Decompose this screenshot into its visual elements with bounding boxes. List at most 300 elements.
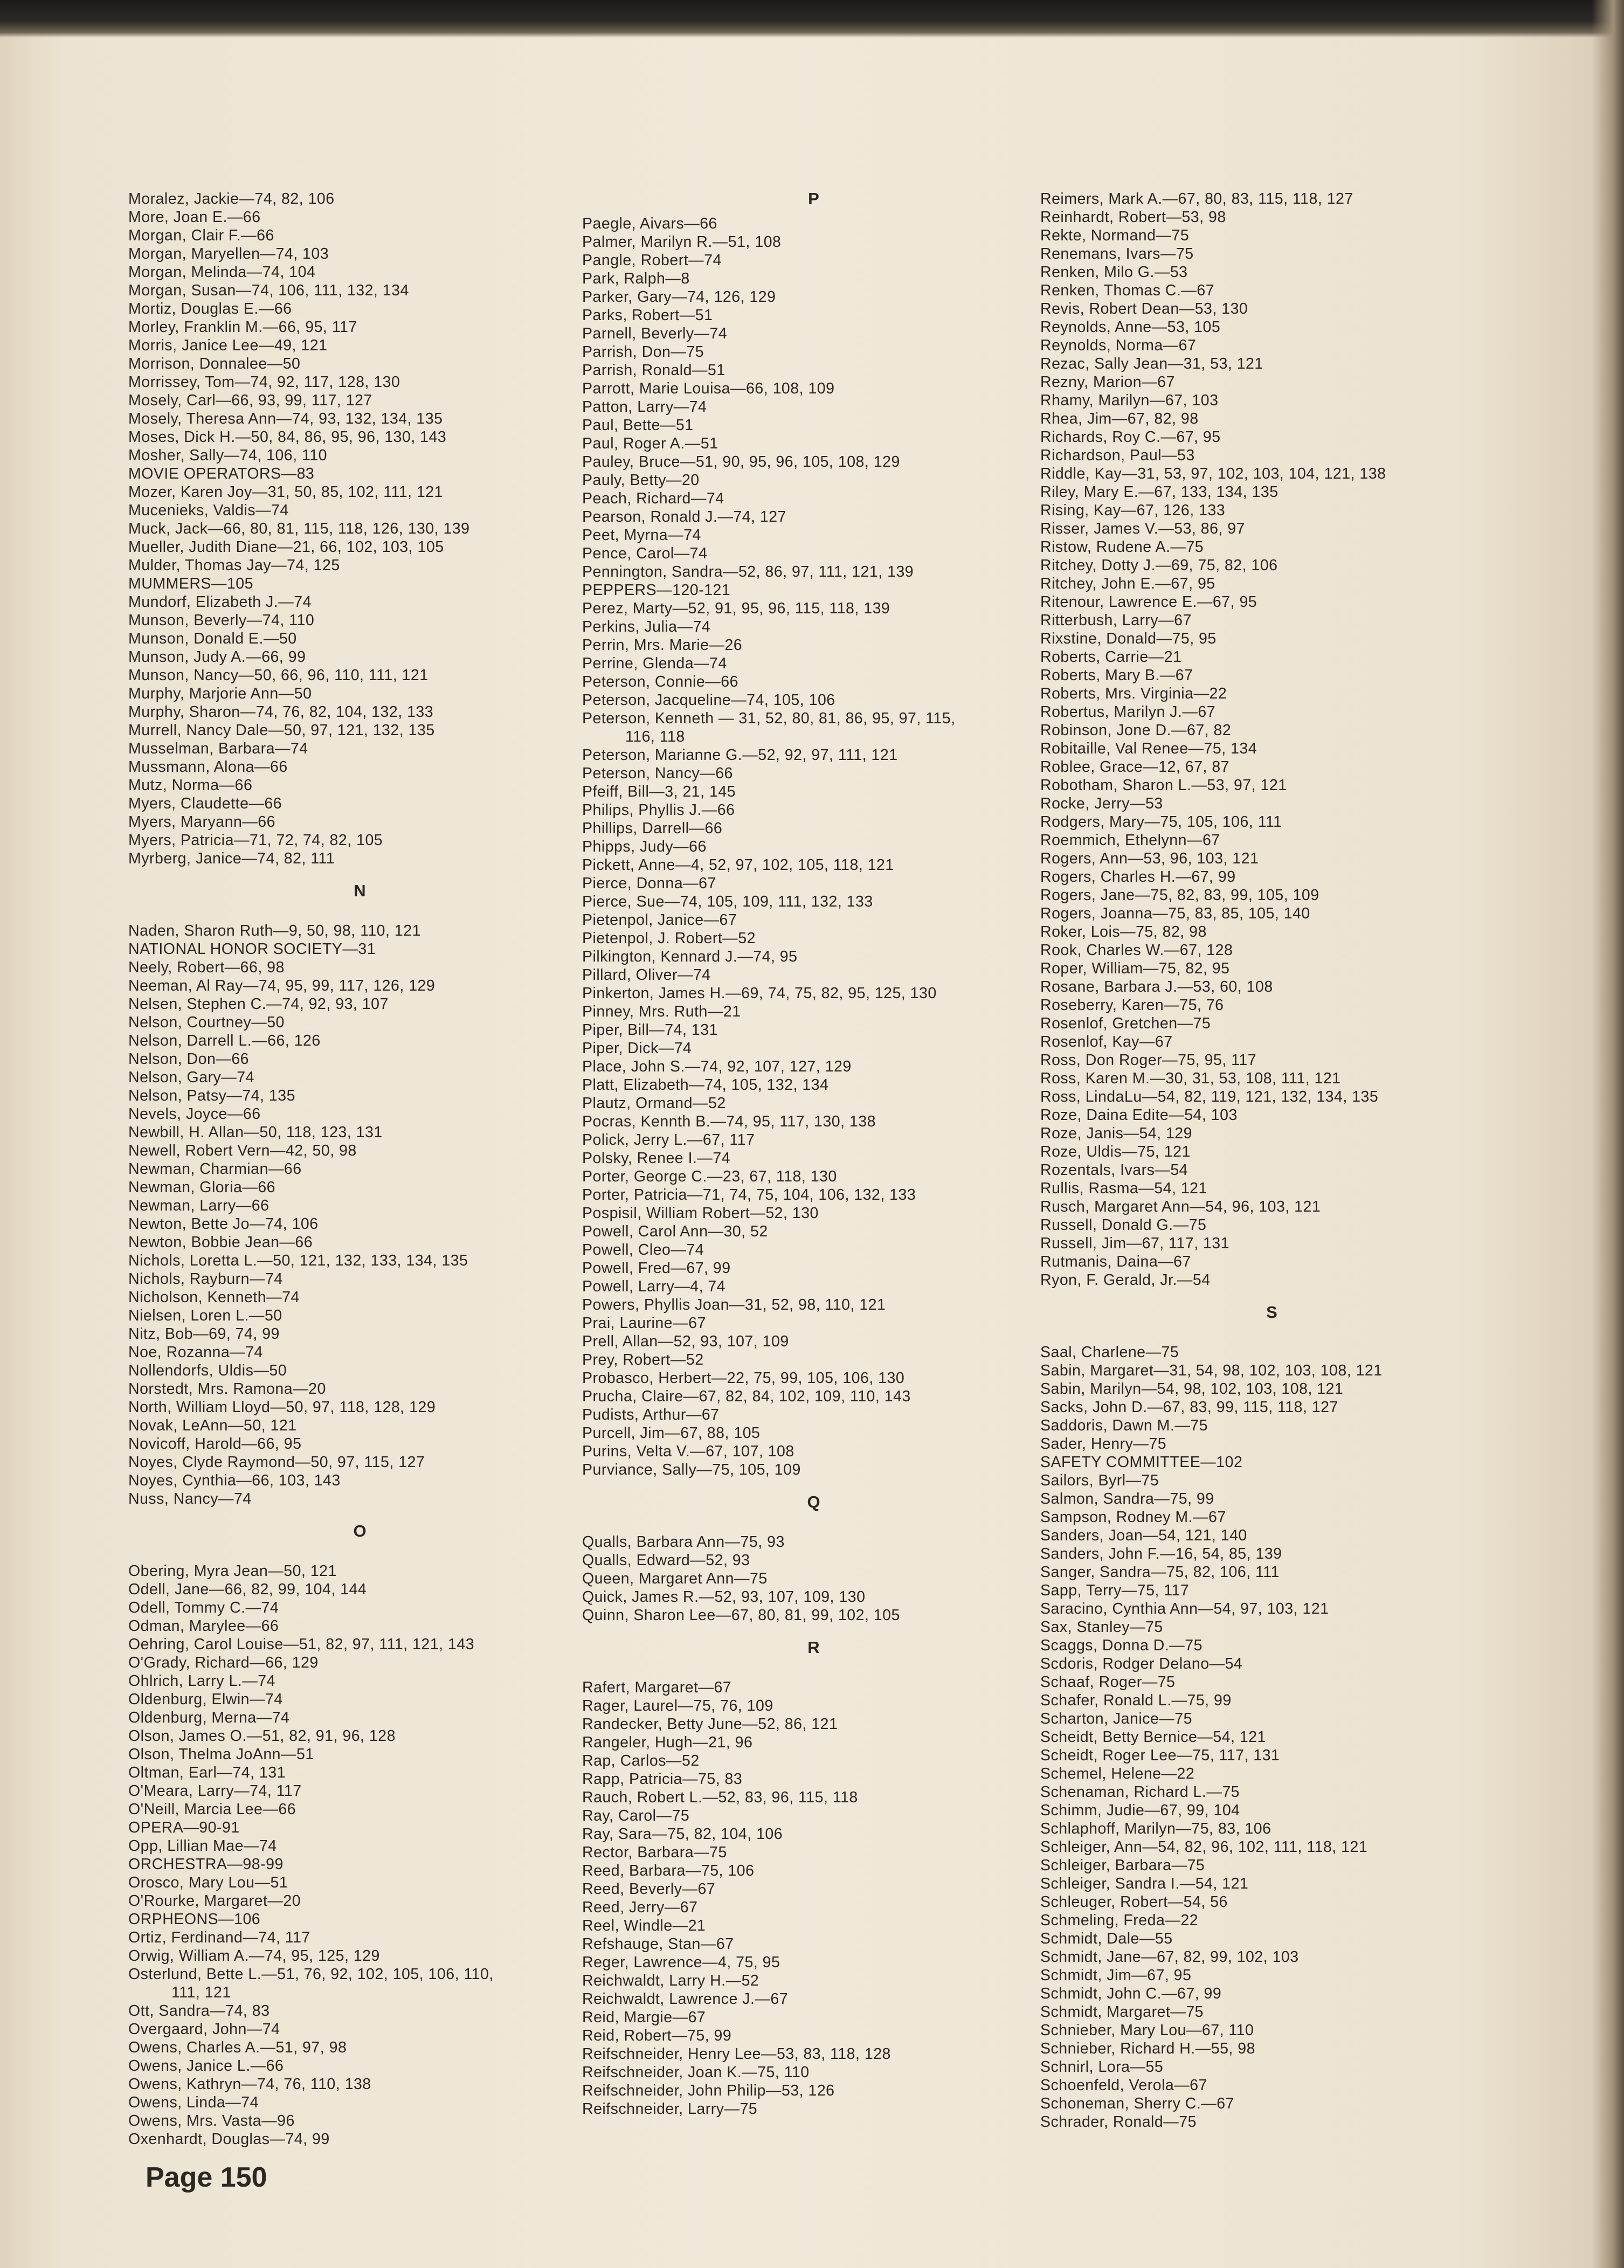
index-entry: Owens, Mrs. Vasta—96 bbox=[128, 2112, 295, 2129]
index-entry: Scdoris, Rodger Delano—54 bbox=[1040, 1655, 1243, 1672]
index-entry: Pietenpol, Janice—67 bbox=[582, 911, 737, 929]
index-entry: Pfeiff, Bill—3, 21, 145 bbox=[582, 783, 736, 800]
index-entry: Rogers, Ann—53, 96, 103, 121 bbox=[1040, 850, 1259, 867]
index-entry: Moralez, Jackie—74, 82, 106 bbox=[128, 190, 335, 208]
index-entry: Scheidt, Betty Bernice—54, 121 bbox=[1040, 1728, 1266, 1746]
index-entry: Murrell, Nancy Dale—50, 97, 121, 132, 135 bbox=[128, 722, 435, 739]
index-entry: Mucenieks, Valdis—74 bbox=[128, 502, 289, 519]
index-entry: Nevels, Joyce—66 bbox=[128, 1105, 261, 1123]
index-entry: Reinhardt, Robert—53, 98 bbox=[1040, 209, 1226, 226]
index-entry: Robotham, Sharon L.—53, 97, 121 bbox=[1040, 777, 1287, 794]
index-entry: Newman, Charmian—66 bbox=[128, 1160, 302, 1178]
index-entry: Parnell, Beverly—74 bbox=[582, 325, 728, 342]
index-entry: Rixstine, Donald—75, 95 bbox=[1040, 630, 1217, 647]
index-entry: Randecker, Betty June—52, 86, 121 bbox=[582, 1716, 838, 1733]
index-entry: Pospisil, William Robert—52, 130 bbox=[582, 1205, 819, 1222]
index-entry: Porter, Patricia—71, 74, 75, 104, 106, 132, 133 bbox=[582, 1186, 916, 1204]
index-entry: Perrin, Mrs. Marie—26 bbox=[582, 637, 743, 654]
index-entry: Rusch, Margaret Ann—54, 96, 103, 121 bbox=[1040, 1198, 1321, 1215]
index-entry: Parrish, Ronald—51 bbox=[582, 362, 725, 379]
index-entry: Oldenburg, Elwin—74 bbox=[128, 1691, 283, 1708]
index-entry: ORPHEONS—106 bbox=[128, 1911, 261, 1928]
index-entry: Schmidt, Margaret—75 bbox=[1040, 2003, 1204, 2021]
index-entry: Owens, Janice L.—66 bbox=[128, 2057, 284, 2075]
index-entry: Mutz, Norma—66 bbox=[128, 777, 253, 794]
index-entry: Purins, Velta V.—67, 107, 108 bbox=[582, 1443, 794, 1460]
index-entry: Odman, Marylee—66 bbox=[128, 1617, 279, 1635]
index-entry: Roberts, Mrs. Virginia—22 bbox=[1040, 685, 1227, 702]
index-entry: Opp, Lillian Mae—74 bbox=[128, 1837, 277, 1855]
index-entry: Place, John S.—74, 92, 107, 127, 129 bbox=[582, 1058, 852, 1075]
index-entry: Orwig, William A.—74, 95, 125, 129 bbox=[128, 1947, 380, 1965]
index-entry: Nelson, Courtney—50 bbox=[128, 1014, 285, 1031]
index-entry: Peterson, Kenneth — 31, 52, 80, 81, 86, 95, 97, 115, bbox=[582, 710, 956, 727]
index-entry-continuation: 111, 121 bbox=[171, 1984, 231, 2001]
index-entry: Rector, Barbara—75 bbox=[582, 1844, 727, 1861]
section-letter-heading: R bbox=[807, 1638, 820, 1657]
index-entry: Morgan, Susan—74, 106, 111, 132, 134 bbox=[128, 282, 409, 299]
index-entry: Perrine, Glenda—74 bbox=[582, 655, 727, 672]
index-entry: Peterson, Nancy—66 bbox=[582, 765, 733, 782]
index-entry: More, Joan E.—66 bbox=[128, 209, 261, 226]
index-entry: Roberts, Carrie—21 bbox=[1040, 648, 1182, 666]
index-entry: Richards, Roy C.—67, 95 bbox=[1040, 428, 1221, 446]
index-entry: Newman, Larry—66 bbox=[128, 1197, 269, 1214]
index-entry: Ross, LindaLu—54, 82, 119, 121, 132, 134, 135 bbox=[1040, 1088, 1379, 1105]
index-entry: Scheidt, Roger Lee—75, 117, 131 bbox=[1040, 1747, 1280, 1764]
index-entry: Nitz, Bob—69, 74, 99 bbox=[128, 1325, 280, 1343]
index-entry: Rogers, Jane—75, 82, 83, 99, 105, 109 bbox=[1040, 887, 1319, 904]
index-entry: Sax, Stanley—75 bbox=[1040, 1619, 1163, 1636]
index-entry: Park, Ralph—8 bbox=[582, 270, 690, 287]
index-entry: Newton, Bette Jo—74, 106 bbox=[128, 1215, 319, 1233]
index-entry: Oltman, Earl—74, 131 bbox=[128, 1764, 286, 1781]
index-entry: Reel, Windle—21 bbox=[582, 1917, 706, 1934]
index-entry: Risser, James V.—53, 86, 97 bbox=[1040, 520, 1245, 537]
index-entry: Olson, James O.—51, 82, 91, 96, 128 bbox=[128, 1727, 396, 1745]
index-entry: Parrott, Marie Louisa—66, 108, 109 bbox=[582, 380, 835, 397]
index-entry: Nelson, Darrell L.—66, 126 bbox=[128, 1032, 321, 1049]
index-entry: Purviance, Sally—75, 105, 109 bbox=[582, 1461, 801, 1478]
index-entry: Nelson, Gary—74 bbox=[128, 1069, 255, 1086]
index-entry: Rezac, Sally Jean—31, 53, 121 bbox=[1040, 355, 1263, 372]
index-entry: Polick, Jerry L.—67, 117 bbox=[582, 1131, 755, 1149]
index-entry: Roze, Daina Edite—54, 103 bbox=[1040, 1107, 1238, 1124]
index-entry: Odell, Jane—66, 82, 99, 104, 144 bbox=[128, 1581, 367, 1598]
index-entry: Rapp, Patricia—75, 83 bbox=[582, 1771, 743, 1788]
index-entry: Schleiger, Sandra I.—54, 121 bbox=[1040, 1875, 1249, 1892]
index-entry: Philips, Phyllis J.—66 bbox=[582, 801, 735, 819]
index-entry: Saddoris, Dawn M.—75 bbox=[1040, 1417, 1208, 1434]
index-entry: Mosely, Theresa Ann—74, 93, 132, 134, 135 bbox=[128, 410, 443, 427]
index-entry: Russell, Jim—67, 117, 131 bbox=[1040, 1235, 1229, 1252]
index-entry: Rafert, Margaret—67 bbox=[582, 1679, 732, 1696]
index-entry: Nicholson, Kenneth—74 bbox=[128, 1289, 300, 1306]
index-entry: Peterson, Marianne G.—52, 92, 97, 111, 121 bbox=[582, 746, 898, 764]
book-binding-edge bbox=[0, 0, 1624, 38]
index-entry: Ritenour, Lawrence E.—67, 95 bbox=[1040, 593, 1257, 611]
section-letter-heading: S bbox=[1266, 1303, 1278, 1322]
index-entry: Palmer, Marilyn R.—51, 108 bbox=[582, 233, 782, 251]
index-entry: North, William Lloyd—50, 97, 118, 128, 129 bbox=[128, 1399, 436, 1416]
index-entry: Mussmann, Alona—66 bbox=[128, 758, 288, 776]
index-entry: Paul, Bette—51 bbox=[582, 417, 694, 434]
index-entry: Roze, Janis—54, 129 bbox=[1040, 1125, 1192, 1142]
index-entry: Ott, Sandra—74, 83 bbox=[128, 2002, 270, 2020]
index-entry: Peach, Richard—74 bbox=[582, 490, 724, 507]
index-entry: Reichwaldt, Lawrence J.—67 bbox=[582, 1990, 789, 2008]
index-entry: Newman, Gloria—66 bbox=[128, 1179, 276, 1196]
index-entry: Musselman, Barbara—74 bbox=[128, 740, 308, 757]
index-entry-continuation: 116, 118 bbox=[625, 728, 685, 745]
index-entry: Peet, Myrna—74 bbox=[582, 527, 701, 544]
index-entry: Reed, Barbara—75, 106 bbox=[582, 1862, 755, 1879]
index-entry: Purcell, Jim—67, 88, 105 bbox=[582, 1425, 761, 1442]
index-entry: Polsky, Renee I.—74 bbox=[582, 1150, 731, 1167]
index-entry: Reifschneider, Henry Lee—53, 83, 118, 128 bbox=[582, 2045, 891, 2063]
section-letter-heading: Q bbox=[807, 1492, 821, 1511]
index-entry: Reynolds, Anne—53, 105 bbox=[1040, 319, 1221, 336]
index-entry: Muck, Jack—66, 80, 81, 115, 118, 126, 130, 139 bbox=[128, 520, 470, 537]
index-entry: Prey, Robert—52 bbox=[582, 1351, 704, 1368]
index-entry: Roblee, Grace—12, 67, 87 bbox=[1040, 758, 1230, 776]
index-entry: Morrissey, Tom—74, 92, 117, 128, 130 bbox=[128, 374, 400, 391]
index-entry: Schafer, Ronald L.—75, 99 bbox=[1040, 1692, 1232, 1709]
index-entry: Scaggs, Donna D.—75 bbox=[1040, 1637, 1203, 1654]
index-entry: Munson, Beverly—74, 110 bbox=[128, 612, 315, 629]
index-entry: O'Neill, Marcia Lee—66 bbox=[128, 1801, 296, 1818]
index-entry: Prell, Allan—52, 93, 107, 109 bbox=[582, 1333, 789, 1350]
index-entry: Reifschneider, Larry—75 bbox=[582, 2100, 758, 2118]
index-entry: Roberts, Mary B.—67 bbox=[1040, 667, 1193, 684]
index-entry: Ritchey, Dotty J.—69, 75, 82, 106 bbox=[1040, 557, 1278, 574]
index-entry: Roseberry, Karen—75, 76 bbox=[1040, 997, 1224, 1014]
index-entry: Queen, Margaret Ann—75 bbox=[582, 1570, 768, 1587]
index-entry: Rekte, Normand—75 bbox=[1040, 227, 1190, 244]
index-entry: Schmidt, Dale—55 bbox=[1040, 1930, 1173, 1947]
index-entry: Rogers, Charles H.—67, 99 bbox=[1040, 868, 1236, 886]
index-entry: Sader, Henry—75 bbox=[1040, 1435, 1167, 1453]
index-entry: Rozentals, Ivars—54 bbox=[1040, 1161, 1188, 1179]
index-entry: Schleiger, Barbara—75 bbox=[1040, 1857, 1205, 1874]
index-entry: Powell, Cleo—74 bbox=[582, 1241, 704, 1259]
index-entry: Piper, Dick—74 bbox=[582, 1040, 692, 1057]
index-entry: Peterson, Connie—66 bbox=[582, 673, 738, 690]
index-entry: Ross, Karen M.—30, 31, 53, 108, 111, 121 bbox=[1040, 1070, 1341, 1087]
index-entry: Revis, Robert Dean—53, 130 bbox=[1040, 300, 1248, 317]
index-entry: Renken, Milo G.—53 bbox=[1040, 264, 1188, 281]
index-entry: Schoneman, Sherry C.—67 bbox=[1040, 2095, 1234, 2112]
index-entry: Riley, Mary E.—67, 133, 134, 135 bbox=[1040, 483, 1279, 501]
index-entry: Obering, Myra Jean—50, 121 bbox=[128, 1562, 337, 1580]
index-entry: Rogers, Joanna—75, 83, 85, 105, 140 bbox=[1040, 905, 1310, 922]
index-entry: Ohlrich, Larry L.—74 bbox=[128, 1672, 275, 1690]
index-entry: Saracino, Cynthia Ann—54, 97, 103, 121 bbox=[1040, 1600, 1329, 1617]
index-entry: Orosco, Mary Lou—51 bbox=[128, 1874, 288, 1891]
index-entry: O'Rourke, Margaret—20 bbox=[128, 1892, 301, 1910]
index-entry: PEPPERS—120-121 bbox=[582, 582, 731, 599]
index-entry: Sabin, Marilyn—54, 98, 102, 103, 108, 121 bbox=[1040, 1380, 1344, 1398]
index-entry: Phipps, Judy—66 bbox=[582, 838, 707, 855]
index-entry: Rauch, Robert L.—52, 83, 96, 115, 118 bbox=[582, 1789, 858, 1806]
index-entry: Reid, Robert—75, 99 bbox=[582, 2027, 732, 2044]
index-entry: Platt, Elizabeth—74, 105, 132, 134 bbox=[582, 1076, 829, 1094]
index-entry: Sacks, John D.—67, 83, 99, 115, 118, 127 bbox=[1040, 1399, 1338, 1416]
index-column-2 bbox=[582, 190, 1046, 2118]
index-entry: Ray, Sara—75, 82, 104, 106 bbox=[582, 1826, 783, 1843]
index-entry: Nelsen, Stephen C.—74, 92, 93, 107 bbox=[128, 995, 389, 1013]
index-entry: Munson, Nancy—50, 66, 96, 110, 111, 121 bbox=[128, 667, 429, 684]
index-entry: Munson, Judy A.—66, 99 bbox=[128, 648, 306, 666]
index-entry: Qualls, Barbara Ann—75, 93 bbox=[582, 1533, 785, 1551]
index-entry: Pillard, Oliver—74 bbox=[582, 966, 711, 984]
page-number: Page 150 bbox=[146, 2162, 267, 2193]
index-entry: Probasco, Herbert—22, 75, 99, 105, 106, 130 bbox=[582, 1370, 905, 1387]
index-entry: Rosenlof, Gretchen—75 bbox=[1040, 1015, 1211, 1032]
index-entry: Reed, Jerry—67 bbox=[582, 1899, 698, 1916]
index-entry: Morgan, Maryellen—74, 103 bbox=[128, 245, 329, 262]
section-letter-heading: P bbox=[808, 189, 820, 208]
index-entry: Morgan, Clair F.—66 bbox=[128, 227, 274, 244]
index-entry: Schoenfeld, Verola—67 bbox=[1040, 2077, 1207, 2094]
index-entry: Oehring, Carol Louise—51, 82, 97, 111, 121, 143 bbox=[128, 1636, 474, 1653]
index-entry: Schenaman, Richard L.—75 bbox=[1040, 1783, 1240, 1801]
index-entry: Norstedt, Mrs. Ramona—20 bbox=[128, 1380, 326, 1398]
index-entry: Schmeling, Freda—22 bbox=[1040, 1912, 1199, 1929]
index-entry: Richardson, Paul—53 bbox=[1040, 447, 1195, 464]
index-entry: Schmidt, John C.—67, 99 bbox=[1040, 1985, 1222, 2002]
index-entry: Mosely, Carl—66, 93, 99, 117, 127 bbox=[128, 392, 372, 409]
index-entry: Mozer, Karen Joy—31, 50, 85, 102, 111, 121 bbox=[128, 483, 443, 501]
index-entry: Oxenhardt, Douglas—74, 99 bbox=[128, 2131, 330, 2148]
index-entry: Riddle, Kay—31, 53, 97, 102, 103, 104, 121, 138 bbox=[1040, 465, 1386, 482]
index-entry: Schleiger, Ann—54, 82, 96, 102, 111, 118, 121 bbox=[1040, 1838, 1368, 1856]
index-entry: Overgaard, John—74 bbox=[128, 2021, 280, 2038]
index-entry: Rosenlof, Kay—67 bbox=[1040, 1033, 1173, 1050]
index-entry: Pence, Carol—74 bbox=[582, 545, 708, 562]
index-entry: Perez, Marty—52, 91, 95, 96, 115, 118, 139 bbox=[582, 600, 890, 617]
index-entry: NATIONAL HONOR SOCIETY—31 bbox=[128, 941, 376, 958]
index-entry: Myers, Claudette—66 bbox=[128, 795, 282, 812]
index-entry: Neely, Robert—66, 98 bbox=[128, 959, 285, 976]
index-entry: Roper, William—75, 82, 95 bbox=[1040, 960, 1230, 977]
index-entry: Robertus, Marilyn J.—67 bbox=[1040, 703, 1216, 721]
index-entry: Pocras, Kennth B.—74, 95, 117, 130, 138 bbox=[582, 1113, 876, 1130]
index-entry: Pauly, Betty—20 bbox=[582, 472, 700, 489]
index-entry: Morley, Franklin M.—66, 95, 117 bbox=[128, 319, 357, 336]
index-entry: Rap, Carlos—52 bbox=[582, 1752, 700, 1769]
page-shadow-edge bbox=[1592, 0, 1624, 2268]
index-entry: Sanders, John F.—16, 54, 85, 139 bbox=[1040, 1545, 1282, 1562]
index-entry: Rodgers, Mary—75, 105, 106, 111 bbox=[1040, 813, 1282, 831]
index-entry: Morris, Janice Lee—49, 121 bbox=[128, 337, 328, 354]
index-entry: Rook, Charles W.—67, 128 bbox=[1040, 942, 1233, 959]
index-entry: Perkins, Julia—74 bbox=[582, 618, 711, 635]
index-entry: Porter, George C.—23, 67, 118, 130 bbox=[582, 1168, 837, 1185]
index-entry: Reimers, Mark A.—67, 80, 83, 115, 118, 127 bbox=[1040, 190, 1353, 208]
index-entry: Qualls, Edward—52, 93 bbox=[582, 1552, 750, 1569]
index-entry: Reid, Margie—67 bbox=[582, 2009, 706, 2026]
index-entry: Pudists, Arthur—67 bbox=[582, 1406, 720, 1423]
index-entry: Oldenburg, Merna—74 bbox=[128, 1709, 290, 1726]
index-entry: Mundorf, Elizabeth J.—74 bbox=[128, 593, 312, 611]
index-entry: Schnieber, Mary Lou—67, 110 bbox=[1040, 2022, 1254, 2039]
index-entry: Naden, Sharon Ruth—9, 50, 98, 110, 121 bbox=[128, 922, 421, 939]
index-entry: Rezny, Marion—67 bbox=[1040, 374, 1175, 391]
index-entry: Pierce, Sue—74, 105, 109, 111, 132, 133 bbox=[582, 893, 873, 910]
index-entry: Munson, Donald E.—50 bbox=[128, 630, 297, 647]
index-entry: Schimm, Judie—67, 99, 104 bbox=[1040, 1802, 1240, 1819]
index-entry: Mulder, Thomas Jay—74, 125 bbox=[128, 557, 340, 574]
index-entry: Quick, James R.—52, 93, 107, 109, 130 bbox=[582, 1588, 866, 1606]
index-entry: SAFETY COMMITTEE—102 bbox=[1040, 1454, 1243, 1471]
index-entry: Schlaphoff, Marilyn—75, 83, 106 bbox=[1040, 1820, 1271, 1837]
index-entry: Owens, Charles A.—51, 97, 98 bbox=[128, 2039, 347, 2056]
index-entry: Rosane, Barbara J.—53, 60, 108 bbox=[1040, 978, 1273, 995]
index-entry: Pilkington, Kennard J.—74, 95 bbox=[582, 948, 798, 965]
index-entry: Parrish, Don—75 bbox=[582, 343, 704, 361]
index-entry: Piper, Bill—74, 131 bbox=[582, 1021, 718, 1039]
index-entry: O'Grady, Richard—66, 129 bbox=[128, 1654, 319, 1671]
index-entry: Reichwaldt, Larry H.—52 bbox=[582, 1972, 759, 1989]
index-entry: Newell, Robert Vern—42, 50, 98 bbox=[128, 1142, 357, 1159]
index-entry: Owens, Kathryn—74, 76, 110, 138 bbox=[128, 2076, 371, 2093]
index-entry: Pierce, Donna—67 bbox=[582, 875, 716, 892]
index-entry: Novak, LeAnn—50, 121 bbox=[128, 1417, 297, 1434]
index-entry: Schemel, Helene—22 bbox=[1040, 1765, 1195, 1782]
index-entry: Schrader, Ronald—75 bbox=[1040, 2113, 1197, 2131]
index-entry: Pinkerton, James H.—69, 74, 75, 82, 95, 125, 130 bbox=[582, 985, 937, 1002]
index-entry: Prucha, Claire—67, 82, 84, 102, 109, 110, 143 bbox=[582, 1388, 911, 1405]
section-letter-heading: O bbox=[353, 1522, 367, 1540]
index-entry: Roemmich, Ethelynn—67 bbox=[1040, 832, 1220, 849]
index-entry: Reger, Lawrence—4, 75, 95 bbox=[582, 1954, 780, 1971]
index-entry: Paegle, Aivars—66 bbox=[582, 215, 717, 232]
index-entry: Refshauge, Stan—67 bbox=[582, 1935, 734, 1953]
index-entry: Pauley, Bruce—51, 90, 95, 96, 105, 108, 129 bbox=[582, 453, 900, 471]
index-entry: Morrison, Donnalee—50 bbox=[128, 355, 301, 372]
index-entry: Rising, Kay—67, 126, 133 bbox=[1040, 502, 1226, 519]
index-entry: Newbill, H. Allan—50, 118, 123, 131 bbox=[128, 1124, 383, 1141]
index-entry: ORCHESTRA—98-99 bbox=[128, 1856, 284, 1873]
index-entry: Myrberg, Janice—74, 82, 111 bbox=[128, 850, 335, 867]
index-entry: Sanders, Joan—54, 121, 140 bbox=[1040, 1527, 1247, 1544]
index-column-1 bbox=[128, 190, 592, 2148]
index-entry: Pinney, Mrs. Ruth—21 bbox=[582, 1003, 741, 1020]
index-entry: Novicoff, Harold—66, 95 bbox=[128, 1435, 302, 1453]
index-entry: Schleuger, Robert—54, 56 bbox=[1040, 1893, 1228, 1911]
index-entry: Quinn, Sharon Lee—67, 80, 81, 99, 102, 105 bbox=[582, 1607, 900, 1624]
index-entry: Renemans, Ivars—75 bbox=[1040, 245, 1194, 262]
index-entry: OPERA—90-91 bbox=[128, 1819, 240, 1836]
index-entry: Powell, Carol Ann—30, 52 bbox=[582, 1223, 768, 1240]
index-entry: Noyes, Cynthia—66, 103, 143 bbox=[128, 1472, 341, 1489]
index-entry: Paul, Roger A.—51 bbox=[582, 435, 718, 452]
index-entry: Nichols, Loretta L.—50, 121, 132, 133, 134, 135 bbox=[128, 1252, 468, 1269]
index-entry: Pietenpol, J. Robert—52 bbox=[582, 930, 756, 947]
index-entry: Murphy, Sharon—74, 76, 82, 104, 132, 133 bbox=[128, 703, 434, 721]
index-entry: Sapp, Terry—75, 117 bbox=[1040, 1582, 1190, 1599]
index-entry: Rangeler, Hugh—21, 96 bbox=[582, 1734, 753, 1751]
index-entry: Plautz, Ormand—52 bbox=[582, 1095, 726, 1112]
section-letter-heading: N bbox=[354, 881, 367, 900]
index-entry: Nollendorfs, Uldis—50 bbox=[128, 1362, 287, 1379]
index-entry: Rhamy, Marilyn—67, 103 bbox=[1040, 392, 1219, 409]
index-entry: Renken, Thomas C.—67 bbox=[1040, 282, 1215, 299]
index-entry: Reynolds, Norma—67 bbox=[1040, 337, 1197, 354]
index-column-3 bbox=[1040, 190, 1504, 2131]
index-entry: Nuss, Nancy—74 bbox=[128, 1490, 252, 1508]
index-entry: Russell, Donald G.—75 bbox=[1040, 1216, 1207, 1234]
index-entry: Ray, Carol—75 bbox=[582, 1807, 690, 1824]
index-entry: Sailors, Byrl—75 bbox=[1040, 1472, 1159, 1489]
index-entry: O'Meara, Larry—74, 117 bbox=[128, 1782, 302, 1800]
index-entry: Pennington, Sandra—52, 86, 97, 111, 121, 139 bbox=[582, 563, 914, 580]
index-entry: Robinson, Jone D.—67, 82 bbox=[1040, 722, 1232, 739]
index-entry: Nichols, Rayburn—74 bbox=[128, 1270, 283, 1288]
index-entry: Ritchey, John E.—67, 95 bbox=[1040, 575, 1215, 592]
index-entry: Ritterbush, Larry—67 bbox=[1040, 612, 1192, 629]
index-entry: Rager, Laurel—75, 76, 109 bbox=[582, 1697, 773, 1714]
index-entry: Olson, Thelma JoAnn—51 bbox=[128, 1746, 314, 1763]
index-entry: Scharton, Janice—75 bbox=[1040, 1710, 1192, 1727]
index-entry: Reifschneider, John Philip—53, 126 bbox=[582, 2082, 835, 2099]
index-entry: Pickett, Anne—4, 52, 97, 102, 105, 118, 121 bbox=[582, 856, 894, 874]
index-entry: Phillips, Darrell—66 bbox=[582, 820, 723, 837]
index-entry: Mosher, Sally—74, 106, 110 bbox=[128, 447, 327, 464]
index-entry: Noyes, Clyde Raymond—50, 97, 115, 127 bbox=[128, 1454, 425, 1471]
index-entry: Sampson, Rodney M.—67 bbox=[1040, 1509, 1226, 1526]
index-entry: Morgan, Melinda—74, 104 bbox=[128, 264, 316, 281]
index-entry: Powell, Larry—4, 74 bbox=[582, 1278, 726, 1295]
index-entry: Neeman, Al Ray—74, 95, 99, 117, 126, 129 bbox=[128, 977, 436, 994]
index-entry: Robitaille, Val Renee—75, 134 bbox=[1040, 740, 1257, 757]
index-entry: Myers, Patricia—71, 72, 74, 82, 105 bbox=[128, 832, 383, 849]
index-entry: Rocke, Jerry—53 bbox=[1040, 795, 1163, 812]
index-entry: Schnirl, Lora—55 bbox=[1040, 2058, 1164, 2076]
index-entry: Powers, Phyllis Joan—31, 52, 98, 110, 121 bbox=[582, 1296, 886, 1313]
index-entry: Owens, Linda—74 bbox=[128, 2094, 259, 2111]
index-entry: Newton, Bobbie Jean—66 bbox=[128, 1234, 313, 1251]
index-entry: Schmidt, Jim—67, 95 bbox=[1040, 1967, 1192, 1984]
index-entry: Reed, Beverly—67 bbox=[582, 1880, 716, 1898]
index-entry: Myers, Maryann—66 bbox=[128, 813, 276, 831]
index-entry: Roker, Lois—75, 82, 98 bbox=[1040, 923, 1207, 941]
index-entry: Pearson, Ronald J.—74, 127 bbox=[582, 508, 786, 525]
index-entry: Reifschneider, Joan K.—75, 110 bbox=[582, 2064, 810, 2081]
index-entry: Rhea, Jim—67, 82, 98 bbox=[1040, 410, 1199, 427]
index-entry: Patton, Larry—74 bbox=[582, 398, 707, 416]
index-entry: Pangle, Robert—74 bbox=[582, 252, 722, 269]
index-entry: Rullis, Rasma—54, 121 bbox=[1040, 1180, 1207, 1197]
index-entry: Rutmanis, Daina—67 bbox=[1040, 1253, 1191, 1270]
index-entry: Osterlund, Bette L.—51, 76, 92, 102, 105, 106, 110, bbox=[128, 1966, 494, 1983]
index-entry: Nielsen, Loren L.—50 bbox=[128, 1307, 282, 1324]
index-entry: Schnieber, Richard H.—55, 98 bbox=[1040, 2040, 1255, 2057]
index-entry: Sanger, Sandra—75, 82, 106, 111 bbox=[1040, 1564, 1280, 1581]
index-entry: Odell, Tommy C.—74 bbox=[128, 1599, 279, 1616]
index-entry: Parker, Gary—74, 126, 129 bbox=[582, 288, 776, 306]
index-entry: Sabin, Margaret—31, 54, 98, 102, 103, 108, 121 bbox=[1040, 1362, 1383, 1379]
index-entry: Nelson, Don—66 bbox=[128, 1050, 250, 1068]
index-entry: Nelson, Patsy—74, 135 bbox=[128, 1087, 295, 1104]
index-entry: Roze, Uldis—75, 121 bbox=[1040, 1143, 1191, 1160]
index-entry: Peterson, Jacqueline—74, 105, 106 bbox=[582, 692, 835, 709]
index-entry: MOVIE OPERATORS—83 bbox=[128, 465, 315, 482]
index-entry: MUMMERS—105 bbox=[128, 575, 253, 592]
index-entry: Ryon, F. Gerald, Jr.—54 bbox=[1040, 1271, 1211, 1289]
index-entry: Ristow, Rudene A.—75 bbox=[1040, 538, 1204, 556]
